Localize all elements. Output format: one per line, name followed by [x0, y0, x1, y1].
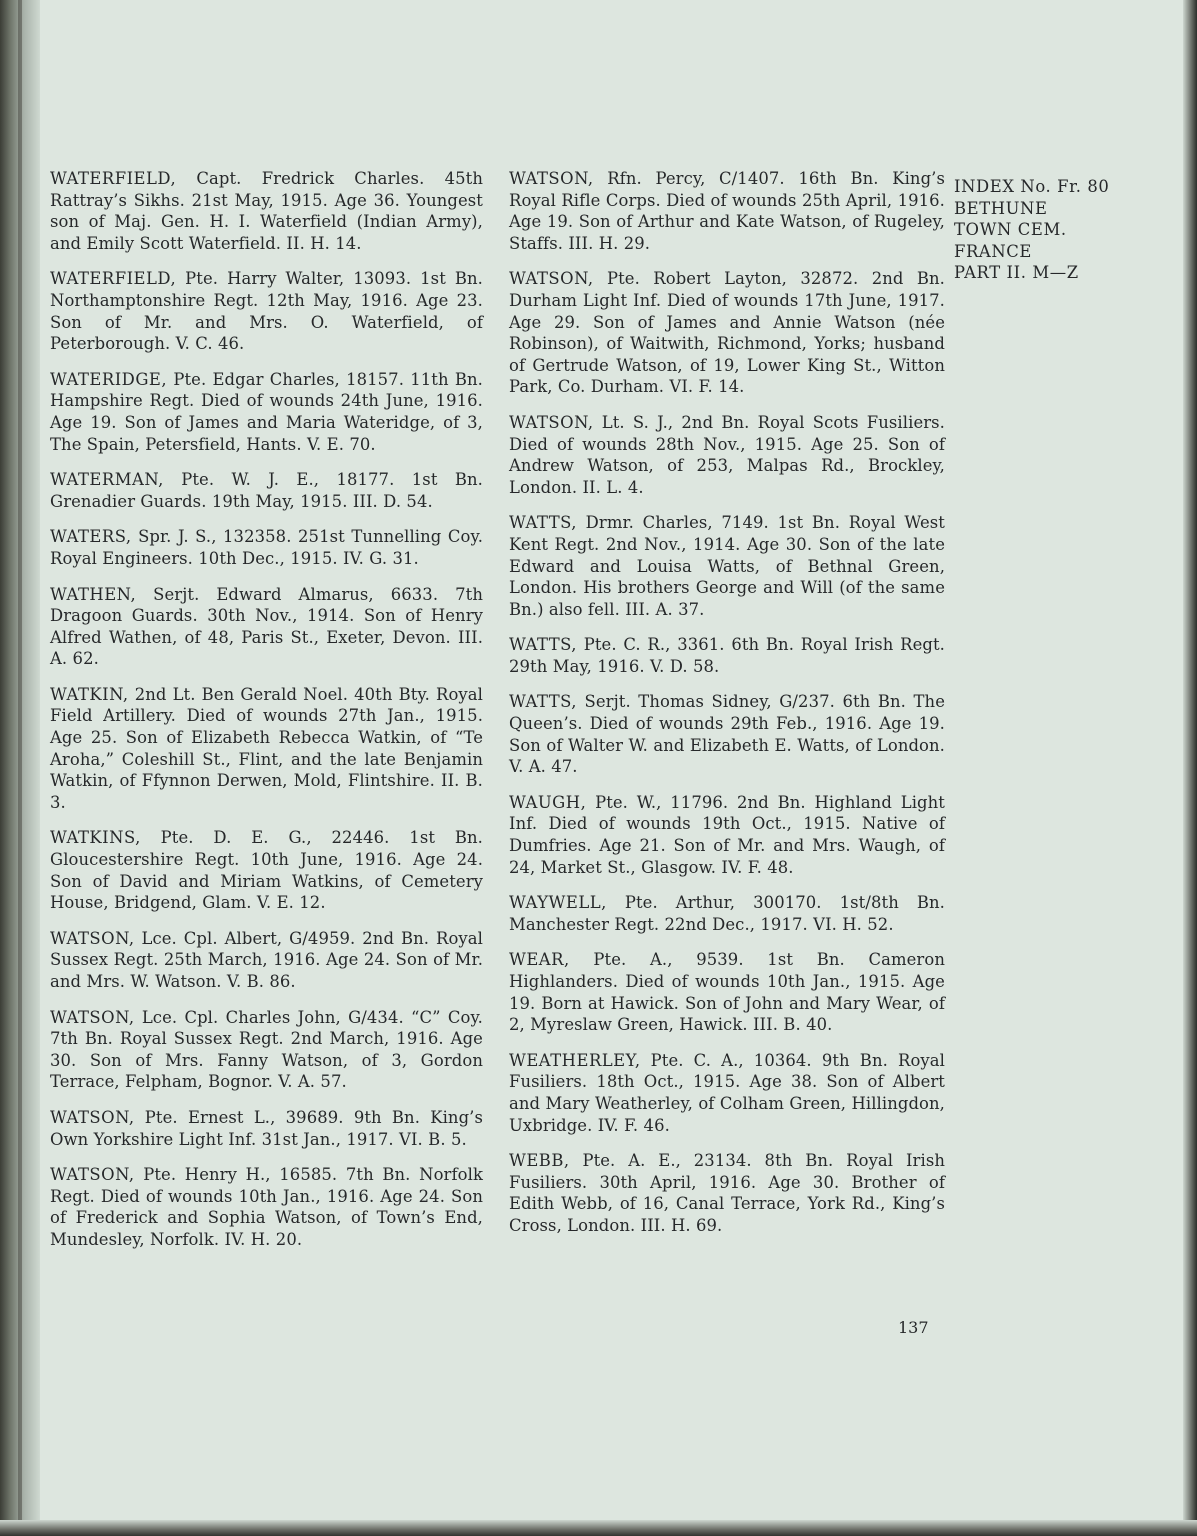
- entry-surname: WEATHERLEY,: [509, 1050, 641, 1070]
- entry-text: Pte. Edgar Charles, 18157. 11th Bn. Hampshire Regt. Died of wounds 24th June, 1916. Age 19. Son of James and Maria Wateridge, of 3, The Spain, Petersfield, Hants. V. E. 70.: [50, 369, 483, 454]
- entry: [50, 526, 483, 569]
- entry-text: Rfn. Percy, C/1407. 16th Bn. King’s Royal Rifle Corps. Died of wounds 25th April, 1916. Age 19. Son of Arthur and Kate Watson, of Rugeley, Staffs. III. H. 29.: [509, 169, 945, 253]
- entry-text: Lce. Cpl. Charles John, G/434. “C” Coy. 7th Bn. Royal Sussex Regt. 2nd March, 1916. Age 30. Son of Mrs. Fanny Watson, of 3, Gordon Terrace, Felpham, Bognor. V. A. 57.: [50, 1007, 483, 1092]
- entry-surname: WATTS,: [509, 635, 577, 655]
- entry-surname: WATERMAN,: [50, 470, 164, 490]
- entry-text: Lce. Cpl. Albert, G/4959. 2nd Bn. Royal Sussex Regt. 25th March, 1916. Age 24. Son of Mr. and Mrs. W. Watson. V. B. 86.: [50, 928, 483, 991]
- entry-text: Serjt. Thomas Sidney, G/237. 6th Bn. The Queen’s. Died of wounds 29th Feb., 1916. Age 19. Son of Walter W. and Elizabeth E. Watts, of London. V. A. 47.: [509, 692, 945, 777]
- entry-text: Pte. C. R., 3361. 6th Bn. Royal Irish Regt. 29th May, 1916. V. D. 58.: [509, 635, 945, 676]
- cemetery-name-line1: BETHUNE: [954, 198, 1048, 218]
- entry-surname: WATTS,: [509, 692, 577, 712]
- entry: [50, 369, 483, 455]
- entry-text: Serjt. Edward Almarus, 6633. 7th Dragoon Guards. 30th Nov., 1914. Son of Henry Alfred Wathen, of 48, Paris St., Exeter, Devon. III. A. 62.: [50, 584, 483, 669]
- entry-surname: WATSON,: [50, 928, 135, 948]
- entry-surname: WAUGH,: [509, 792, 587, 812]
- entry-surname: WATSON,: [509, 169, 594, 188]
- entry: [50, 684, 483, 814]
- entry: [50, 469, 483, 512]
- entry-text: Pte. D. E. G., 22446. 1st Bn. Gloucestershire Regt. 10th June, 1916. Age 24. Son of David and Miriam Watkins, of Cemetery House, Bridgend, Glam. V. E. 12.: [50, 828, 483, 913]
- entry: [509, 268, 945, 398]
- entry: [50, 1107, 483, 1150]
- entry: [509, 949, 945, 1035]
- entry: [509, 168, 945, 254]
- entry: [509, 634, 945, 677]
- entry-text: Pte. Henry H., 16585. 7th Bn. Norfolk Regt. Died of wounds 10th Jan., 1916. Age 24. Son of Frederick and Sophia Watson, of Town’s End, Mundesley, Norfolk. IV. H. 20.: [50, 1165, 483, 1249]
- entry-surname: WATERIDGE,: [50, 369, 168, 389]
- entry-text: Pte. W. J. E., 18177. 1st Bn. Grenadier Guards. 19th May, 1915. III. D. 54.: [50, 470, 483, 511]
- entry-text: Pte. Harry Walter, 13093. 1st Bn. Northamptonshire Regt. 12th May, 1916. Age 23. Son of Mr. and Mrs. O. Waterfield, of Peterborough. V. C. 46.: [50, 269, 483, 354]
- entry-text: 2nd Lt. Ben Gerald Noel. 40th Bty. Royal Field Artillery. Died of wounds 27th Jan., 1915. Age 25. Son of Elizabeth Rebecca Watkin, of “Te Aroha,” Coleshill St., Flint, and the late Benjamin Watkin, of Ffynnon Derwen, Mold, Flintshire. II. B. 3.: [50, 684, 483, 812]
- page-edge-right: [1183, 0, 1197, 1536]
- country: FRANCE: [954, 241, 1032, 261]
- entry-surname: WATSON,: [509, 412, 594, 432]
- entry-surname: WATKIN,: [50, 684, 129, 704]
- entry: [50, 168, 483, 254]
- entry: [509, 691, 945, 777]
- index-number: INDEX No. Fr. 80: [954, 177, 1110, 196]
- entry-text: Lt. S. J., 2nd Bn. Royal Scots Fusiliers. Died of wounds 28th Nov., 1915. Age 25. Son of Andrew Watson, of 253, Malpas Rd., Brockley, London. II. L. 4.: [509, 412, 945, 497]
- entry: [509, 892, 945, 935]
- entry: [509, 512, 945, 620]
- index-reference: [954, 176, 1154, 284]
- left-column: [50, 168, 483, 1265]
- entry: [50, 1007, 483, 1093]
- entry: [50, 268, 483, 354]
- right-column: [509, 168, 945, 1251]
- entry-text: Capt. Fredrick Charles. 45th Rattray’s Sikhs. 21st May, 1915. Age 36. Youngest son of Maj. Gen. H. I. Waterfield (Indian Army), and Emily Scott Waterfield. II. H. 14.: [50, 169, 483, 253]
- entry: [50, 928, 483, 993]
- entry-text: Drmr. Charles, 7149. 1st Bn. Royal West Kent Regt. 2nd Nov., 1914. Age 30. Son of the late Edward and Louisa Watts, of Bethnal Green, London. His brothers George and Will (of the same Bn.) also fell. III. A. 37.: [509, 513, 945, 619]
- spine-shadow: [18, 0, 22, 1536]
- entry-text: Pte. C. A., 10364. 9th Bn. Royal Fusiliers. 18th Oct., 1915. Age 38. Son of Albert and Mary Weatherley, of Colham Green, Hillingdon, Uxbridge. IV. F. 46.: [509, 1050, 945, 1135]
- entry: [50, 584, 483, 670]
- page-number: 137: [898, 1318, 929, 1337]
- entry-surname: WATERFIELD,: [50, 269, 177, 289]
- entry: [50, 827, 483, 913]
- entry-surname: WEAR,: [509, 950, 570, 970]
- entry: [509, 1150, 945, 1236]
- entry: [509, 792, 945, 878]
- entry-surname: WATSON,: [50, 1107, 135, 1127]
- entry-surname: WATSON,: [50, 1007, 135, 1027]
- part-range: PART II. M—Z: [954, 263, 1079, 283]
- entry-text: Pte. A., 9539. 1st Bn. Cameron Highlanders. Died of wounds 10th Jan., 1915. Age 19. Born at Hawick. Son of John and Mary Wear, of 2, Myreslaw Green, Hawick. III. B. 40.: [509, 950, 945, 1035]
- entry-surname: WATERFIELD,: [50, 169, 177, 188]
- cemetery-name-line2: TOWN CEM.: [954, 220, 1067, 240]
- entry-surname: WATKINS,: [50, 828, 141, 848]
- entry-text: Pte. A. E., 23134. 8th Bn. Royal Irish Fusiliers. 30th April, 1916. Age 30. Brother of Edith Webb, of 16, Canal Terrace, York Rd., King’s Cross, London. III. H. 69.: [509, 1151, 945, 1235]
- entry: [509, 1050, 945, 1136]
- entry-surname: WATSON,: [50, 1165, 135, 1185]
- entry-text: Pte. W., 11796. 2nd Bn. Highland Light Inf. Died of wounds 19th Oct., 1915. Native of Dumfries. Age 21. Son of Mr. and Mrs. Waugh, of 24, Market St., Glasgow. IV. F. 48.: [509, 792, 945, 877]
- entry-text: Pte. Robert Layton, 32872. 2nd Bn. Durham Light Inf. Died of wounds 17th June, 1917. Age 29. Son of James and Annie Watson (née Robinson), of Waitwith, Richmond, Yorks; husband of Gertrude Watson, of 19, Lower King St., Witton Park, Co. Durham. VI. F. 14.: [509, 269, 945, 397]
- entry-text: Spr. J. S., 132358. 251st Tunnelling Coy. Royal Engineers. 10th Dec., 1915. IV. G. 31.: [50, 527, 483, 568]
- entry: [50, 1164, 483, 1250]
- entry-surname: WATSON,: [509, 269, 594, 289]
- entry-surname: WEBB,: [509, 1151, 570, 1171]
- entry-surname: WATTS,: [509, 513, 577, 533]
- entry-surname: WATHEN,: [50, 584, 137, 604]
- entry: [509, 412, 945, 498]
- entry-surname: WATERS,: [50, 527, 132, 547]
- entry-text: Pte. Arthur, 300170. 1st/8th Bn. Manchester Regt. 22nd Dec., 1917. VI. H. 52.: [509, 893, 945, 934]
- entry-text: Pte. Ernest L., 39689. 9th Bn. King’s Own Yorkshire Light Inf. 31st Jan., 1917. VI. B. 5.: [50, 1107, 483, 1149]
- entry-surname: WAYWELL,: [509, 893, 607, 913]
- page-edge-bottom: [0, 1520, 1197, 1536]
